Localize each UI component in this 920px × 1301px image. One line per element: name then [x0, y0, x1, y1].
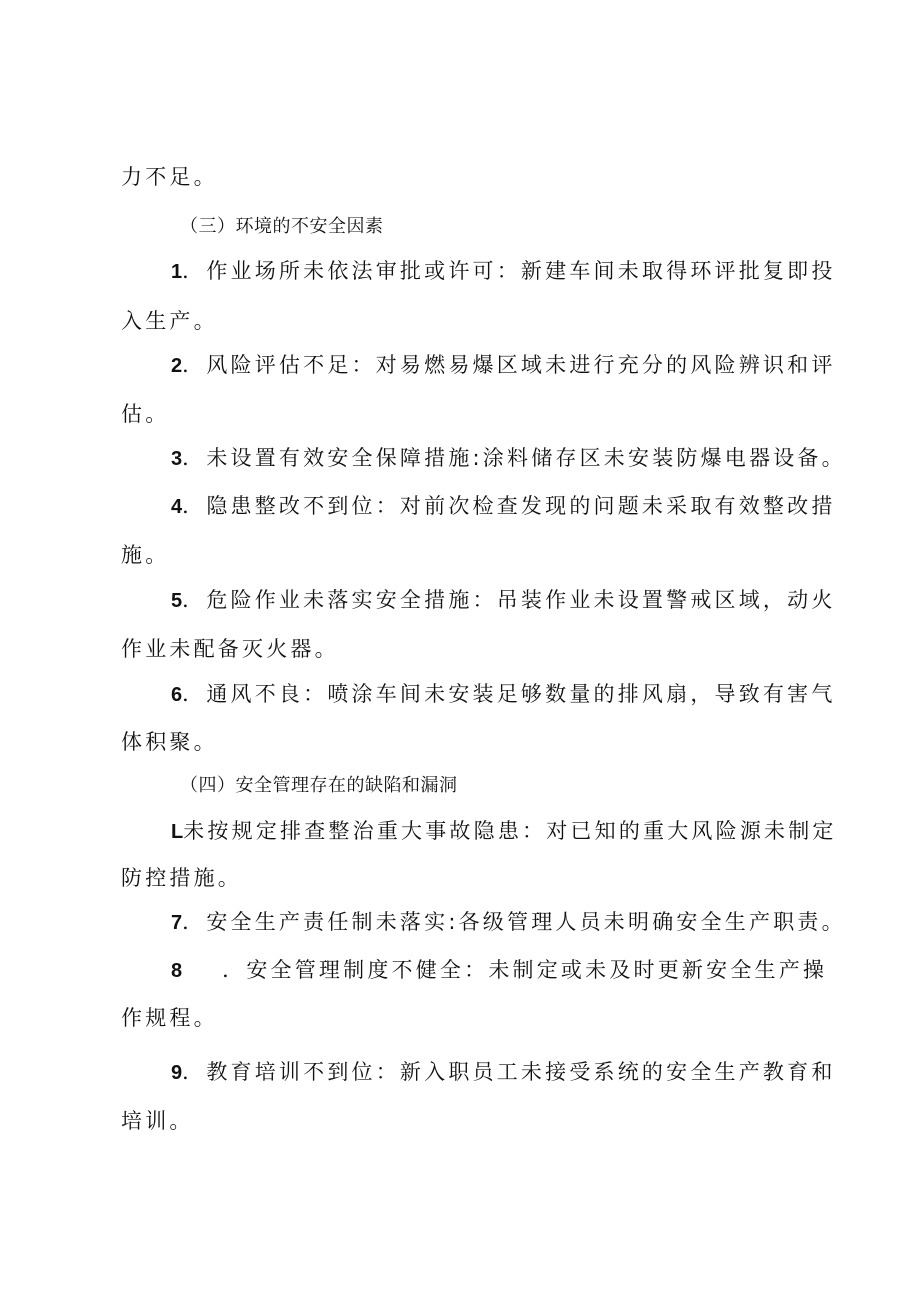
list-item: [171, 679, 836, 710]
item-text: ．通风不良：喷涂车间未安装足够数量的排风扇，导致有害气: [182, 682, 836, 706]
item-number: 3: [171, 448, 183, 470]
item-continuation: 防控措施。: [121, 866, 242, 890]
item-number: 7: [171, 912, 183, 934]
list-item: [171, 256, 836, 287]
item-continuation: 估。: [121, 402, 170, 426]
list-item: [171, 491, 836, 522]
item-number: 4: [171, 496, 183, 518]
item-number: L: [171, 821, 184, 843]
list-item: [171, 1057, 836, 1088]
item-number: 1: [171, 261, 183, 283]
item-text: ．教育培训不到位：新入职员工未接受系统的安全生产教育和: [182, 1060, 836, 1084]
list-item: [171, 585, 836, 616]
item-number: 8: [171, 960, 183, 982]
item-text: ．安全生产责任制未落实:各级管理人员未明确安全生产职责。: [182, 910, 846, 934]
item-continuation: 入生产。: [121, 309, 218, 333]
item-text: ．风险评估不足：对易燃易爆区域未进行充分的风险辨识和评: [182, 353, 836, 377]
item-text: ．作业场所未依法审批或许可：新建车间未取得环评批复即投: [182, 259, 836, 283]
list-item: [171, 907, 846, 938]
item-continuation: 体积聚。: [121, 730, 218, 754]
list-item: [171, 443, 846, 474]
section-3-heading: （三）环境的不安全因素: [180, 216, 384, 237]
item-continuation: 施。: [121, 543, 170, 567]
item-number: 6: [171, 684, 183, 706]
item-text: ．未设置有效安全保障措施:涂料储存区未安装防爆电器设备。: [182, 446, 846, 470]
item-continuation: 作规程。: [121, 1006, 218, 1030]
item-number: 9: [171, 1062, 183, 1084]
list-item: [171, 350, 836, 381]
item-continuation: 培训。: [121, 1109, 194, 1133]
carryover-text: 力不足。: [121, 165, 218, 189]
section-4-heading: （四）安全管理存在的缺陷和漏洞: [180, 775, 458, 796]
item-text: ．安全管理制度不健全：未制定或未及时更新安全生产操: [222, 958, 828, 982]
item-text: 未按规定排查整治重大事故隐患：对已知的重大风险源未制定: [183, 819, 837, 843]
item-text: ．危险作业未落实安全措施：吊装作业未设置警戒区域，动火: [182, 588, 836, 612]
list-item: [171, 816, 837, 847]
item-number: 2: [171, 355, 183, 377]
item-number: 5: [171, 590, 183, 612]
item-text: ．隐患整改不到位：对前次检查发现的问题未采取有效整改措: [182, 494, 836, 518]
item-continuation: 作业未配备灭火器。: [121, 637, 339, 661]
list-item: [171, 955, 827, 986]
